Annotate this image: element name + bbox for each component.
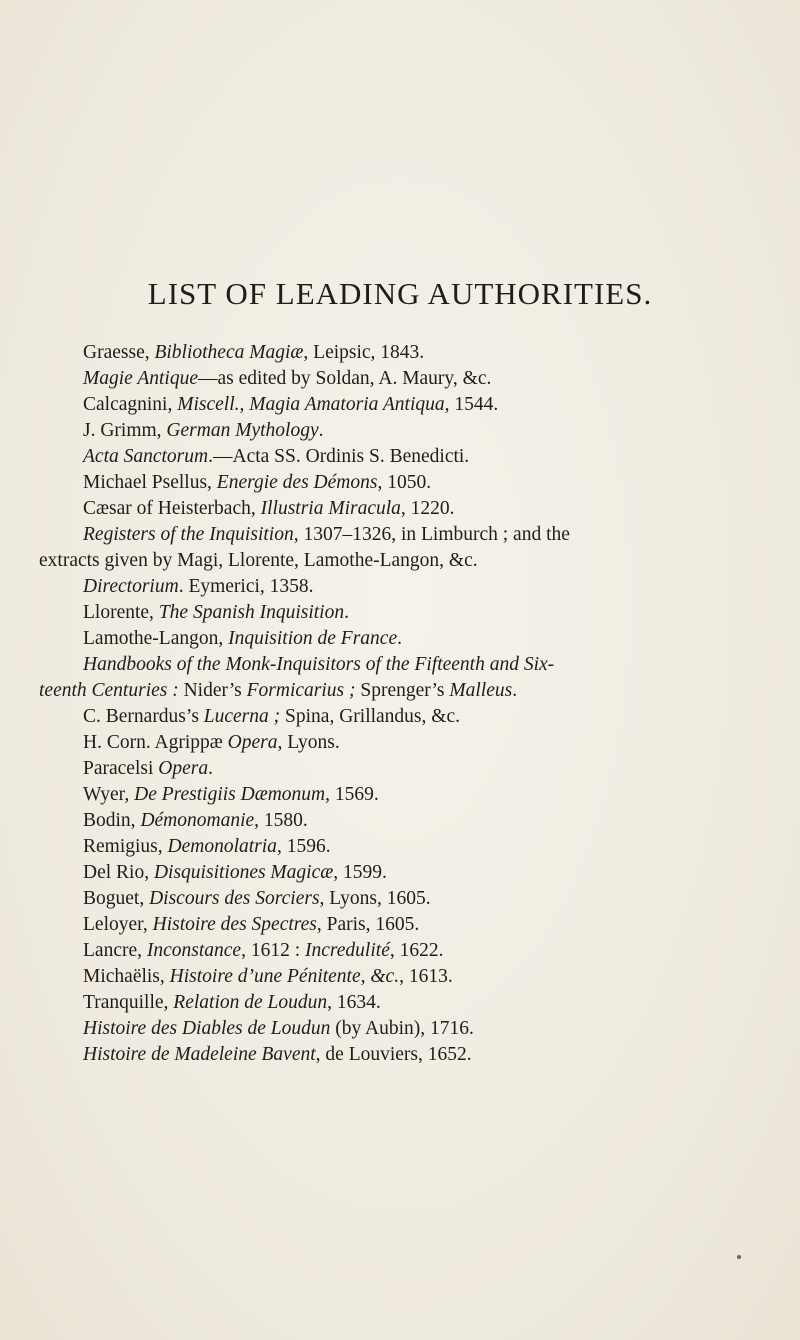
list-item: C. Bernardus’s Lucerna ; Spina, Grillandus, &c. [83, 706, 460, 727]
list-item: Del Rio, Disquisitiones Magicæ, 1599. [83, 862, 387, 883]
list-item: Graesse, Bibliotheca Magiæ, Leipsic, 1843. [83, 342, 425, 363]
list-item: Magie Antique—as edited by Soldan, A. Maury, &c. [83, 368, 492, 389]
list-item: Tranquille, Relation de Loudun, 1634. [83, 992, 381, 1013]
list-item-continuation: extracts given by Magi, Llorente, Lamothe-Langon, &c. [39, 550, 478, 571]
list-item: H. Corn. Agrippæ Opera, Lyons. [83, 732, 340, 753]
list-item: J. Grimm, German Mythology. [83, 420, 324, 441]
list-item: Remigius, Demonolatria, 1596. [83, 836, 331, 857]
list-item: Acta Sanctorum.—Acta SS. Ordinis S. Benedicti. [83, 446, 470, 467]
list-item: Bodin, Démonomanie, 1580. [83, 810, 308, 831]
list-item: Paracelsi Opera. [83, 758, 213, 779]
list-item-continuation: teenth Centuries : Nider’s Formicarius ; Sprenger’s Malleus. [39, 680, 518, 701]
paper-speck [737, 1255, 741, 1259]
list-item: Registers of the Inquisition, 1307–1326, in Limburch ; and the [83, 524, 570, 545]
list-item: Llorente, The Spanish Inquisition. [83, 602, 349, 623]
list-item: Histoire des Diables de Loudun (by Aubin), 1716. [83, 1018, 474, 1039]
list-item: Michaëlis, Histoire d’une Pénitente, &c., 1613. [83, 966, 453, 987]
list-item: Directorium. Eymerici, 1358. [83, 576, 314, 597]
list-item: Wyer, De Prestigiis Dæmonum, 1569. [83, 784, 379, 805]
list-item: Lancre, Inconstance, 1612 : Incredulité, 1622. [83, 940, 444, 961]
list-item: Calcagnini, Miscell., Magia Amatoria Antiqua, 1544. [83, 394, 499, 415]
authorities-list [39, 340, 723, 1068]
list-item: Cæsar of Heisterbach, Illustria Miracula, 1220. [83, 498, 455, 519]
list-item: Michael Psellus, Energie des Démons, 1050. [83, 472, 432, 493]
list-item: Histoire de Madeleine Bavent, de Louviers, 1652. [83, 1044, 472, 1065]
list-item: Handbooks of the Monk-Inquisitors of the Fifteenth and Six- [83, 654, 555, 675]
list-item: Lamothe-Langon, Inquisition de France. [83, 628, 402, 649]
list-item: Leloyer, Histoire des Spectres, Paris, 1605. [83, 914, 420, 935]
list-item: Boguet, Discours des Sorciers, Lyons, 1605. [83, 888, 431, 909]
page-heading: LIST OF LEADING AUTHORITIES. [147, 276, 653, 311]
